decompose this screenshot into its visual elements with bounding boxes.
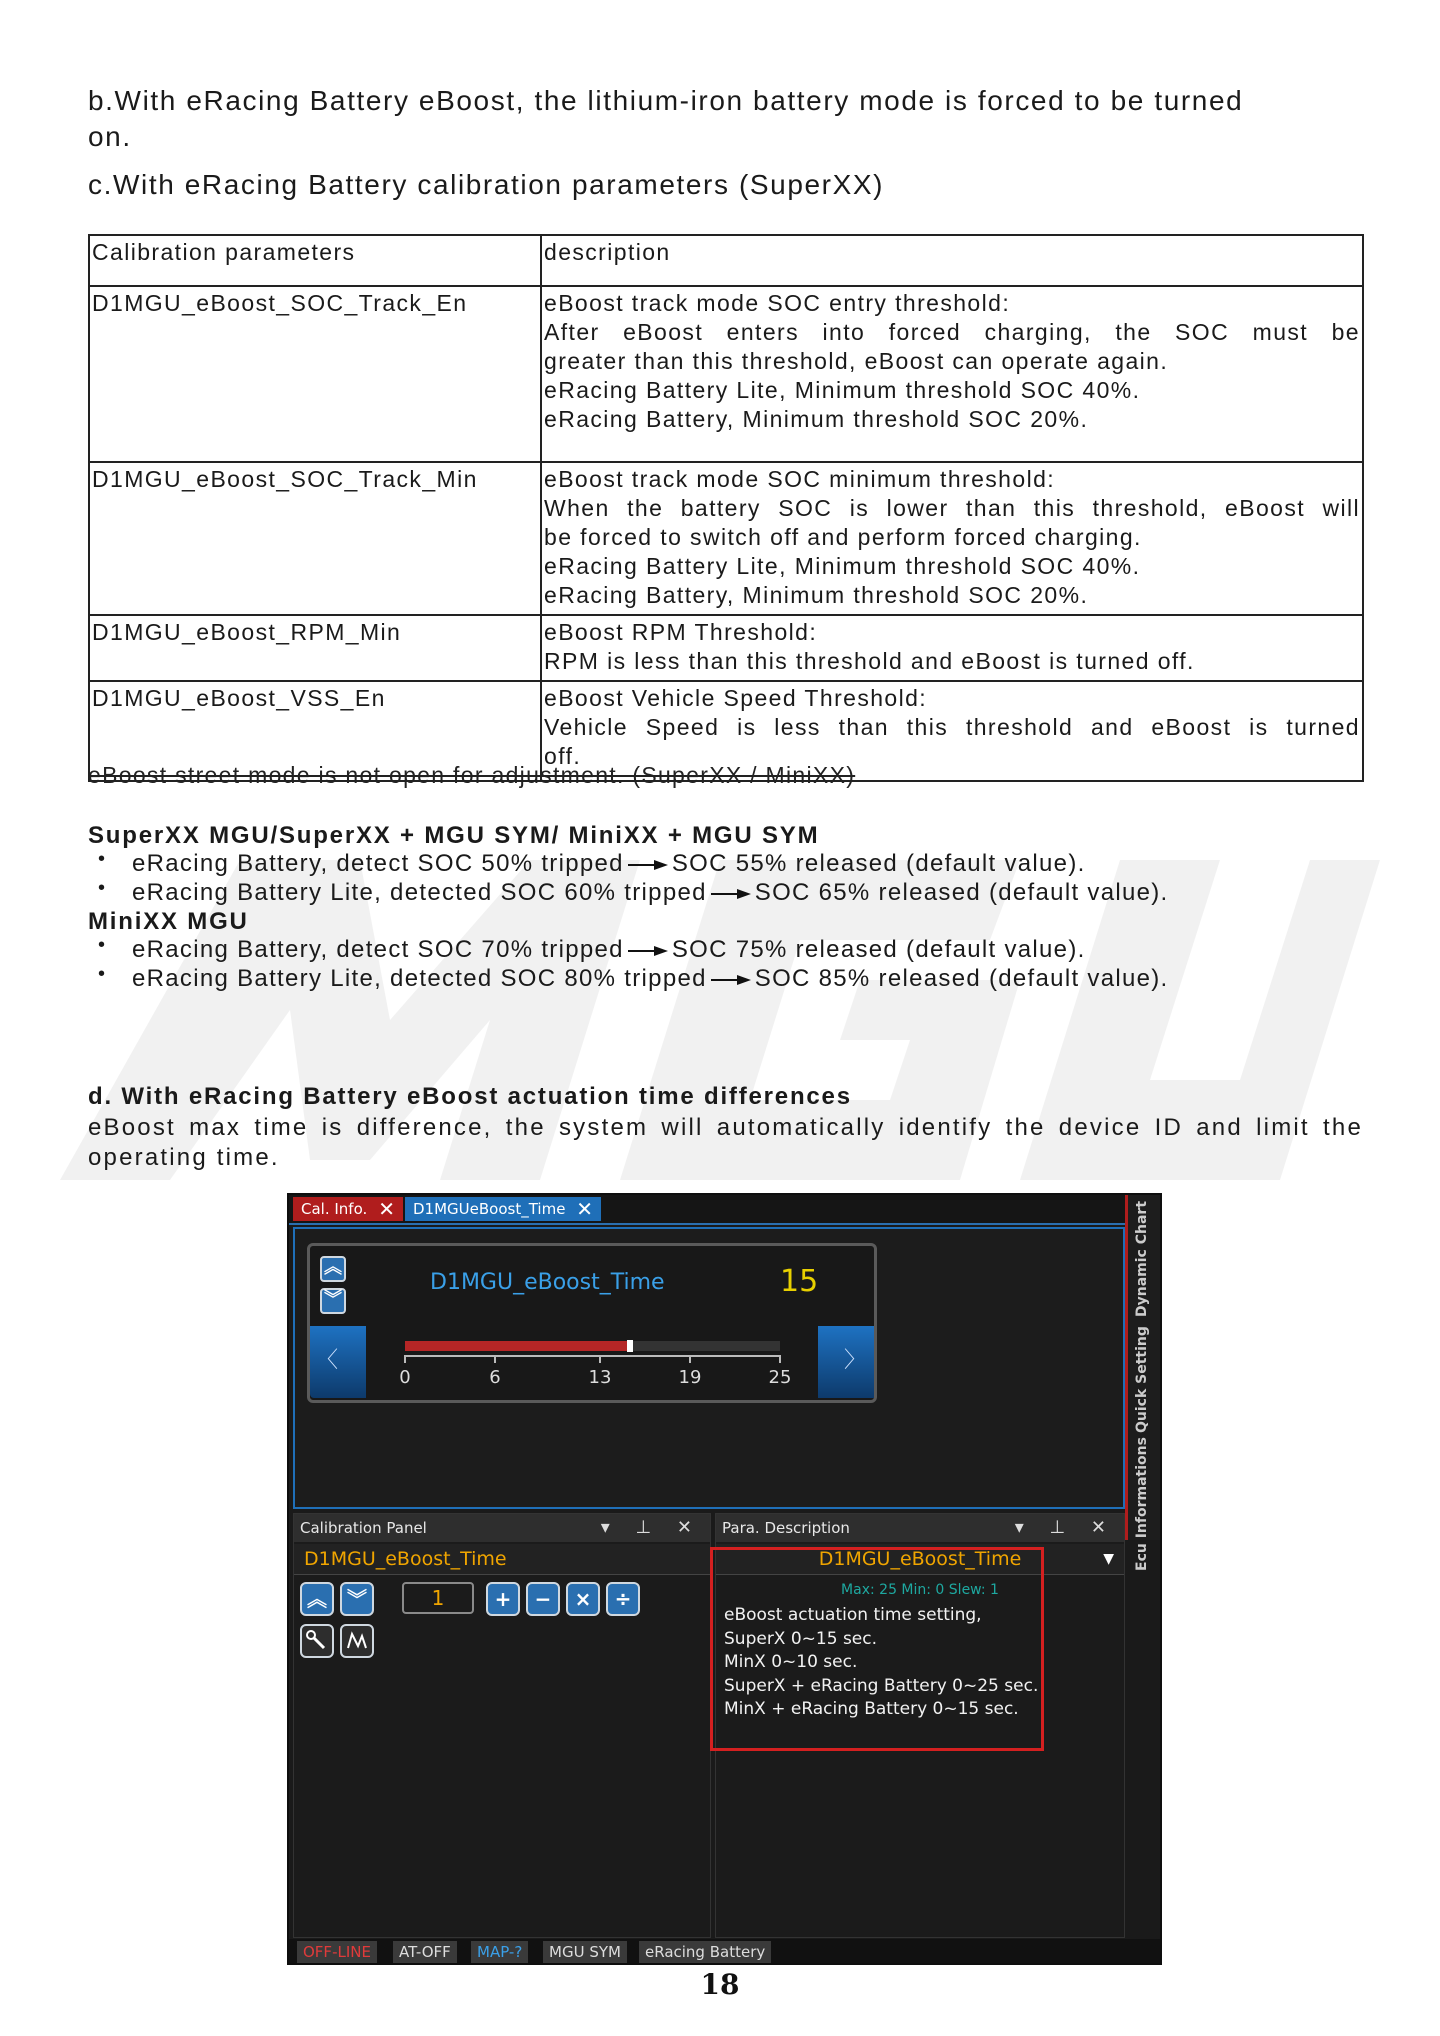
wrench-icon[interactable] — [300, 1624, 334, 1658]
arrow-icon — [628, 860, 668, 870]
software-screenshot — [287, 1193, 1162, 1965]
bullet-dot: • — [98, 877, 107, 899]
tab-cal-info[interactable] — [293, 1197, 403, 1221]
desc-line: After eBoost enters into forced charging, the SOC must be — [544, 319, 1360, 345]
chevron-up-double-icon[interactable]: ︽ — [300, 1582, 334, 1616]
status-at-off: AT-OFF — [393, 1941, 457, 1963]
parameter-selector[interactable]: D1MGU_eBoost_Time — [294, 1544, 710, 1575]
calibration-table — [88, 234, 1364, 782]
section-d-title: d. With eRacing Battery eBoost actuation time differences — [88, 1083, 852, 1110]
desc-line: greater than this threshold, eBoost can operate again. — [544, 348, 1169, 374]
gauge-fill — [405, 1341, 630, 1351]
desc-line: SuperX 0~15 sec. — [724, 1628, 878, 1649]
desc-line: SuperX + eRacing Battery 0~25 sec. — [724, 1675, 1039, 1696]
gauge-tick — [494, 1355, 496, 1363]
struck-note: eBoost street mode is not open for adjustment. (SuperXX / MiniXX) — [88, 762, 856, 788]
desc-line: MinX + eRacing Battery 0~15 sec. — [724, 1699, 1019, 1719]
highlight-box — [710, 1547, 1044, 1751]
param-cell: D1MGU_eBoost_SOC_Track_Min — [89, 462, 541, 615]
gauge-tick-label: 19 — [678, 1367, 702, 1388]
right-sidebar — [1125, 1195, 1160, 1571]
sidebar-tab-ecu-informations[interactable]: Ecu Informations — [1134, 1437, 1150, 1571]
panel-controls[interactable]: ▾ ⊥ ✕ — [600, 1517, 702, 1538]
gauge-axis-line — [405, 1355, 780, 1357]
arrow-icon — [628, 946, 668, 956]
tab-bar — [289, 1195, 1129, 1225]
divide-button[interactable]: ÷ — [606, 1582, 640, 1616]
curve-icon[interactable] — [340, 1624, 374, 1658]
desc-line: eRacing Battery, Minimum threshold SOC 20%. — [544, 406, 1089, 432]
desc-cell — [541, 615, 1363, 681]
param-cell: D1MGU_eBoost_SOC_Track_En — [89, 286, 541, 462]
bullet-text: eRacing Battery, detect SOC 70% tripped — [132, 936, 624, 963]
paragraph-b-line1: b.With eRacing Battery eBoost, the lithium-iron battery mode is forced to be turned — [88, 85, 1244, 116]
desc-line: RPM is less than this threshold and eBoost is turned off. — [544, 648, 1195, 674]
table-header-row — [89, 235, 1363, 286]
desc-cell — [541, 286, 1363, 462]
tab-label: D1MGUeBoost_Time — [413, 1200, 566, 1218]
gauge-tick-label: 0 — [399, 1367, 411, 1388]
calibration-panel — [293, 1513, 711, 1938]
desc-line: off. — [544, 743, 582, 769]
header-cell: description — [541, 235, 1363, 286]
panel-header — [294, 1514, 710, 1542]
section-heading-superxx: SuperXX MGU/SuperXX + MGU SYM/ MiniXX + MGU SYM — [88, 822, 820, 849]
tab-eboost-time[interactable] — [405, 1197, 601, 1221]
arrow-icon — [711, 975, 751, 985]
status-eracing-battery: eRacing Battery — [639, 1941, 771, 1963]
gauge-parameter-name: D1MGU_eBoost_Time — [430, 1270, 665, 1295]
status-bar — [289, 1939, 1160, 1963]
desc-line: eBoost track mode SOC entry threshold: — [544, 290, 1011, 316]
chevron-down-double-icon[interactable]: ︾ — [340, 1582, 374, 1616]
decrease-arrow-button[interactable]: 〈 — [310, 1326, 366, 1398]
section-d-body — [88, 1113, 1363, 1173]
multiply-button[interactable]: × — [566, 1582, 600, 1616]
param-cell: D1MGU_eBoost_VSS_En — [89, 681, 541, 781]
parameter-limits: Max: 25 Min: 0 Slew: 1 — [841, 1582, 999, 1598]
chevron-up-double-icon[interactable]: ︽ — [320, 1256, 346, 1282]
desc-line: eRacing Battery Lite, Minimum threshold SOC 40%. — [544, 377, 1141, 403]
desc-line: eBoost RPM Threshold: — [544, 619, 818, 645]
bullet-dot: • — [98, 848, 107, 870]
panel-header — [716, 1514, 1124, 1542]
gauge-tick-label: 13 — [588, 1367, 612, 1388]
gauge-tick — [404, 1355, 406, 1363]
bullet-text: eRacing Battery Lite, detected SOC 80% tripped — [132, 965, 707, 992]
desc-line: eBoost track mode SOC minimum threshold: — [544, 466, 1056, 492]
section-d-line: operating time. — [88, 1144, 280, 1171]
desc-line: eBoost Vehicle Speed Threshold: — [544, 685, 928, 711]
section-heading-minixx: MiniXX MGU — [88, 908, 249, 935]
status-map: MAP-? — [471, 1941, 528, 1963]
param-cell: D1MGU_eBoost_RPM_Min — [89, 615, 541, 681]
gauge-tick — [599, 1355, 601, 1363]
increase-arrow-button[interactable]: 〉 — [818, 1326, 874, 1398]
desc-line: be forced to switch off and perform forced charging. — [544, 524, 1142, 550]
paragraph-c: c.With eRacing Battery calibration parameters (SuperXX) — [88, 169, 885, 200]
status-offline: OFF-LINE — [297, 1941, 377, 1963]
chevron-down-icon[interactable]: ▼ — [1103, 1551, 1114, 1567]
gauge-scale — [399, 1341, 792, 1401]
panel-title: Para. Description — [722, 1519, 850, 1537]
page-number: 18 — [700, 1968, 740, 2001]
gauge-tick — [779, 1355, 781, 1363]
close-icon[interactable]: ✕ — [378, 1197, 395, 1221]
bullet-text: eRacing Battery Lite, detected SOC 60% tripped — [132, 879, 707, 906]
desc-line: MinX 0~10 sec. — [724, 1652, 858, 1672]
desc-line: When the battery SOC is lower than this threshold, eBoost will — [544, 495, 1360, 521]
arrow-icon — [711, 889, 751, 899]
gauge-tick-label: 6 — [489, 1367, 501, 1388]
plus-button[interactable]: + — [486, 1582, 520, 1616]
sidebar-tab-dynamic-chart[interactable]: Dynamic Chart — [1134, 1200, 1150, 1317]
table-row — [89, 286, 1363, 462]
gauge-handle[interactable] — [627, 1340, 633, 1352]
sidebar-tab-quick-setting[interactable]: Quick Setting — [1134, 1326, 1150, 1433]
desc-line: eRacing Battery, Minimum threshold SOC 20%. — [544, 582, 1089, 608]
section-d-line: eBoost max time is difference, the system will automatically identify the device ID and limit the — [88, 1114, 1363, 1141]
parameter-gauge — [307, 1243, 877, 1403]
status-mgu-sym: MGU SYM — [543, 1941, 627, 1963]
desc-line: eBoost actuation time setting, — [724, 1605, 982, 1625]
gauge-tick — [689, 1355, 691, 1363]
table-row — [89, 462, 1363, 615]
header-cell: Calibration parameters — [89, 235, 541, 286]
bullet-text: SOC 65% released (default value). — [754, 879, 1169, 906]
chevron-down-double-icon[interactable]: ︾ — [320, 1288, 346, 1314]
bullet-text: SOC 55% released (default value). — [671, 850, 1086, 877]
bullet-dot: • — [98, 963, 107, 985]
desc-line: Vehicle Speed is less than this threshold and eBoost is turned — [544, 714, 1360, 740]
desc-cell — [541, 462, 1363, 615]
paragraph-b-line2: on. — [88, 121, 132, 152]
step-value-input[interactable]: 1 — [402, 1582, 474, 1614]
gauge-tick-label: 25 — [768, 1367, 792, 1388]
bullet-text: SOC 75% released (default value). — [671, 936, 1086, 963]
panel-controls[interactable]: ▾ ⊥ ✕ — [1014, 1517, 1116, 1538]
close-icon[interactable]: ✕ — [576, 1197, 593, 1221]
table-row — [89, 615, 1363, 681]
minus-button[interactable]: − — [526, 1582, 560, 1616]
desc-line: eRacing Battery Lite, Minimum threshold SOC 40%. — [544, 553, 1141, 579]
gauge-area — [293, 1227, 1125, 1509]
gauge-value: 15 — [780, 1264, 819, 1299]
tab-label: Cal. Info. — [301, 1200, 368, 1218]
bullet-dot: • — [98, 934, 107, 956]
selected-parameter: D1MGU_eBoost_Time — [818, 1548, 1022, 1570]
bullet-text: eRacing Battery, detect SOC 50% tripped — [132, 850, 624, 877]
panel-title: Calibration Panel — [300, 1519, 427, 1537]
bullet-text: SOC 85% released (default value). — [754, 965, 1169, 992]
